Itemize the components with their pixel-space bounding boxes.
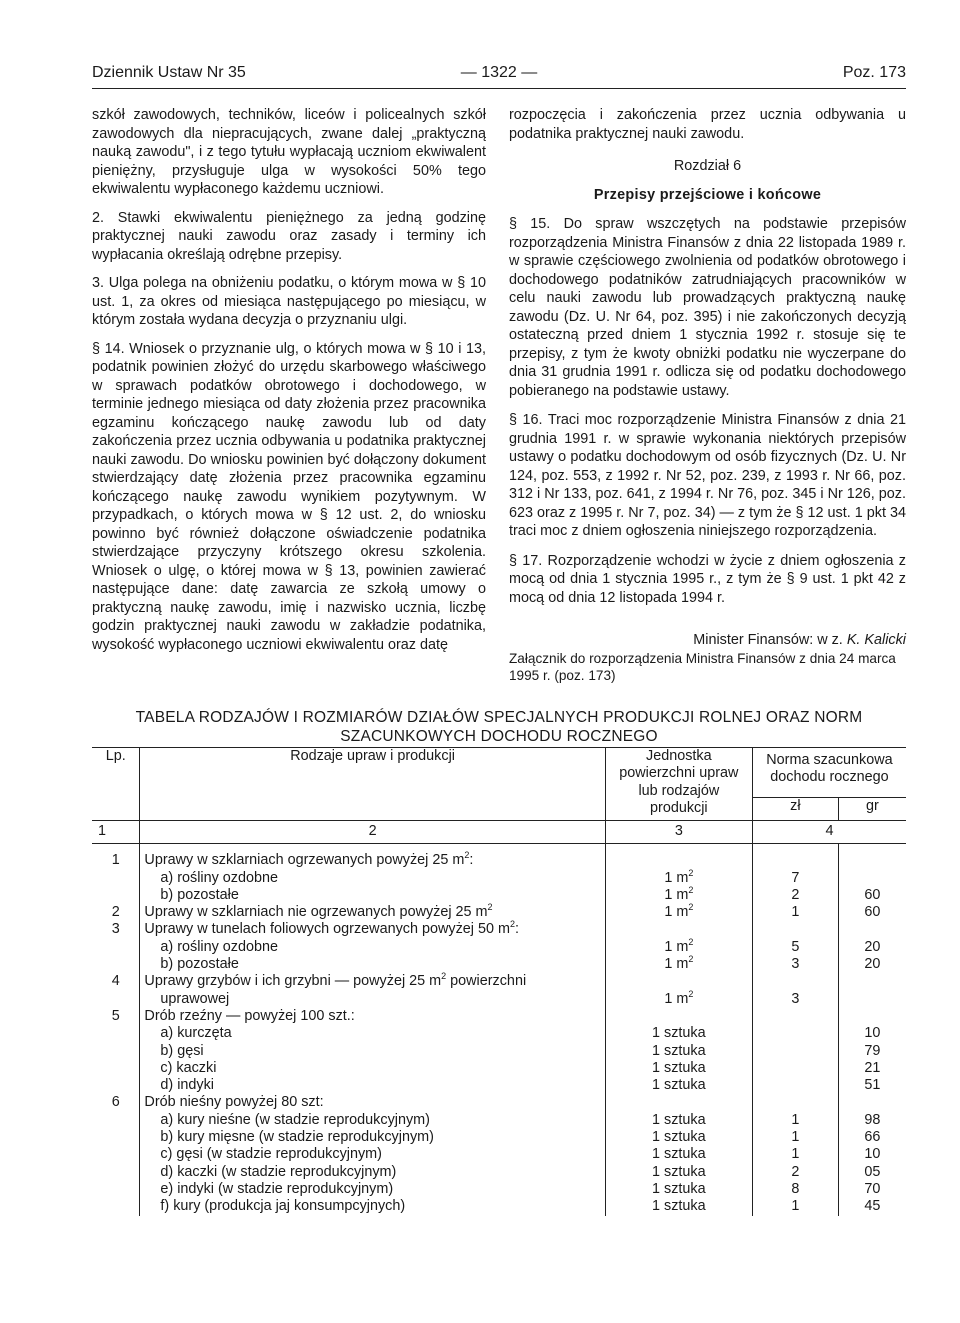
table-header-row xyxy=(92,748,906,798)
row-unit xyxy=(605,936,752,956)
row-lp: 2 xyxy=(111,904,120,921)
row-name-text: powierzchni xyxy=(446,973,527,990)
row-lp xyxy=(92,1060,140,1077)
row-gr xyxy=(838,973,906,1008)
row-name-text: f) kury (produkcja jaj konsumpcyjnych) xyxy=(160,1198,406,1215)
row-zl xyxy=(752,1043,838,1060)
table-title-line: TABELA RODZAJÓW I ROZMIARÓW DZIAŁÓW SPECJALNYCH PRODUKCJI ROLNEJ ORAZ NORM xyxy=(135,709,863,726)
row-zl: 1 xyxy=(752,1198,838,1215)
paragraph-section-14: § 14. Wniosek o przyznanie ulg, o których mowa w § 10 i 13, podatnik powinien złożyć do urzędu skarbowego właściwego w sprawach podatków obrotowego i dochodowego, w terminie jednego miesiąca od daty złożenia przez pracownika egzaminu kończącego naukę zawodu lub od daty zakończenia przez ucznia odbywania u podatnika praktycznej nauki zawodu. Do wniosku powinien być dołączony dokument stwierdzający datę złożenia przez pracownika egzaminu kończącego naukę zawodu wynikiem pozytywnym. W przypadkach, o których mowa w § 12 ust. 2, do wniosku powinno być również dołączone oświadczenie podatnika stwierdzające przyczyny krótszego okresu szkolenia. Wniosek o ulgę, o której mowa w § 13, powinien zawierać następujące dane: datę zawarcia ze szkołą umowy o praktyczną naukę zawodu, imię i nazwisko ucznia, liczbę godzin praktycznej nauki zawodu w zakładzie podatnika, wysokość wypłaconego uczniowi ekwiwalentu oraz datę xyxy=(92,340,486,653)
row-zl: 8 xyxy=(752,1181,838,1198)
table-title xyxy=(92,708,906,746)
superscript: 2 xyxy=(688,885,694,896)
table-row xyxy=(92,1146,906,1163)
unit-text: 1 m xyxy=(664,990,689,1007)
signature-prefix: Minister Finansów: w z. xyxy=(693,632,843,648)
row-lp: 5 xyxy=(111,1007,120,1024)
paragraph-section-15: § 15. Do spraw wszczętych na podstawie przepisów rozporządzenia Ministra Finansów z dnia 22 listopada 1989 r. w sprawie częściowego zwolnienia od podatków obrotowego i dochodowego podatników zatrudniających pracowników w celu nauki zawodu lub prowadzących praktyczną naukę zawodu (Dz. U. Nr 64, poz. 395) i nie zakończonych decyzją ostateczną przed dniem 1 stycznia 1992 r. stosuje się te przepisy, z tym że kwoty obniżki podatku nie wyczerpane do dnia 31 grudnia 1991 r. odlicza się od podatku dochodowego pobieranego na podstawie ustawy. xyxy=(509,216,906,399)
row-unit xyxy=(605,1008,752,1025)
paragraph: szkół zawodowych, techników, liceów i policealnych szkół zawodowych dla niepracujących, zwane dalej „praktyczną nauką zawodu", i z tego tytułu wypłacają uczniom ekwiwalent pieniężny, przysługuje ulga w wysokości 50% tego ekwiwalentu wypłaconego każdemu uczniowi. xyxy=(92,107,486,197)
row-name-text: d) indyki xyxy=(160,1077,215,1094)
row-gr: 10 xyxy=(838,1146,906,1163)
signature xyxy=(509,631,906,650)
row-name-text: a) kurczęta xyxy=(160,1025,232,1042)
row-name xyxy=(140,1198,605,1215)
row-name xyxy=(140,956,605,973)
row-unit xyxy=(605,973,752,1008)
page-header xyxy=(92,64,906,86)
superscript: 2 xyxy=(509,919,515,930)
row-name-text: a) kury nieśne (w stadzie reprodukcyjnym) xyxy=(160,1111,430,1128)
norms-table xyxy=(92,747,906,1216)
row-name-tail: : xyxy=(514,921,519,938)
row-unit: 1 sztuka xyxy=(605,1077,752,1094)
row-name xyxy=(140,921,605,938)
row-zl: 1 xyxy=(752,1112,838,1129)
row-gr: 20 xyxy=(838,939,906,956)
row-lp xyxy=(92,1181,140,1198)
unit-text: 1 m xyxy=(664,886,689,903)
row-name xyxy=(140,1043,605,1060)
table-row xyxy=(92,1043,906,1060)
row-zl: 3 xyxy=(752,956,838,973)
row-lp xyxy=(92,1146,140,1163)
chapter-title: Przepisy przejściowe i końcowe xyxy=(593,186,822,203)
table-row xyxy=(92,887,906,904)
row-gr xyxy=(838,1008,906,1025)
row-unit xyxy=(605,887,752,904)
paragraph-section-17: § 17. Rozporządzenie wchodzi w życie z dniem ogłoszenia z mocą od dnia 1 stycznia 1995 r., z tym że § 9 ust. 1 pkt 42 z mocą od dnia 12 listopada 1994 r. xyxy=(509,552,906,606)
row-lp xyxy=(92,870,140,887)
header-name: Rodzaje upraw i produkcji xyxy=(140,748,605,821)
row-unit xyxy=(605,956,752,973)
row-name xyxy=(140,973,605,1008)
row-unit: 1 sztuka xyxy=(605,1198,752,1215)
table-row xyxy=(92,921,906,938)
row-name xyxy=(140,870,605,887)
row-gr: 45 xyxy=(838,1198,906,1215)
row-lp xyxy=(92,1198,140,1215)
row-zl xyxy=(752,1077,838,1094)
row-name xyxy=(140,844,605,870)
row-name-text: b) gęsi xyxy=(160,1042,204,1059)
row-gr xyxy=(838,870,906,887)
row-name-text: Uprawy grzybów i ich grzybni — powyżej 25 m xyxy=(144,973,442,990)
superscript: 2 xyxy=(688,867,694,878)
row-unit: 1 sztuka xyxy=(605,1025,752,1042)
row-lp xyxy=(92,887,140,904)
row-lp: 4 xyxy=(111,973,120,990)
row-gr: 66 xyxy=(838,1129,906,1146)
row-name xyxy=(140,1146,605,1163)
table-row xyxy=(92,1198,906,1215)
row-zl xyxy=(752,1025,838,1042)
superscript: 2 xyxy=(688,988,694,999)
row-zl: 1 xyxy=(752,1146,838,1163)
table-row xyxy=(92,973,906,1008)
row-unit: 1 sztuka xyxy=(605,1043,752,1060)
row-name xyxy=(140,1181,605,1198)
row-gr xyxy=(838,921,906,938)
row-name xyxy=(140,1060,605,1077)
row-unit xyxy=(605,904,752,921)
table-row xyxy=(92,1060,906,1077)
table-row xyxy=(92,1164,906,1181)
row-lp xyxy=(92,956,140,973)
row-gr xyxy=(838,1094,906,1111)
paragraph-section-16: § 16. Traci moc rozporządzenie Ministra Finansów z dnia 21 grudnia 1991 r. w sprawie wykonania niektórych przepisów ustawy o podatku dochodowym od osób fizycznych (Dz. U. Nr 124, poz. 553, z 1992 r. Nr 52, poz. 239, z 1993 r. Nr 66, poz. 312 i Nr 133, poz. 641, z 1994 r. Nr 76, poz. 345 i Nr 126, poz. 623 oraz z 1995 r. Nr 7, poz. 34) — z tym że § 12 ust. 1 pkt 34 traci moc z dniem ogłoszenia niniejszego rozporządzenia. xyxy=(509,412,906,539)
row-name xyxy=(140,1164,605,1181)
paragraph: 3. Ulga polega na obniżeniu podatku, o którym mowa w § 10 ust. 1, za okres od miesiąca następującego po miesiącu, w którym została wydana decyzja o przyznaniu ulgi. xyxy=(92,275,486,328)
paragraph: rozpoczęcia i zakończenia przez ucznia odbywania u podatnika praktycznej nauki zawodu. xyxy=(509,107,906,142)
row-name-text: a) rośliny ozdobne xyxy=(160,869,279,886)
row-zl: 5 xyxy=(752,939,838,956)
unit-text: 1 m xyxy=(664,869,689,886)
right-column xyxy=(509,106,906,684)
row-name-text: a) rośliny ozdobne xyxy=(160,938,279,955)
header-divider xyxy=(92,88,906,89)
row-name-tail: : xyxy=(469,852,474,869)
row-name xyxy=(140,1129,605,1146)
table-row xyxy=(92,1008,906,1025)
table-row xyxy=(92,1129,906,1146)
table-row xyxy=(92,1112,906,1129)
row-name xyxy=(140,904,605,921)
table-row xyxy=(92,844,906,870)
unit-text: 1 m xyxy=(664,904,689,921)
row-unit: 1 sztuka xyxy=(605,1164,752,1181)
table-title-line: SZACUNKOWYCH DOCHODU ROCZNEGO xyxy=(340,728,658,745)
row-gr: 51 xyxy=(838,1077,906,1094)
page-number: — 1322 — xyxy=(460,64,538,81)
table-row xyxy=(92,1025,906,1042)
row-name xyxy=(140,939,605,956)
row-zl xyxy=(752,1060,838,1077)
row-name-text: Uprawy w szklarniach ogrzewanych powyżej 25 m xyxy=(144,852,465,869)
row-gr: 21 xyxy=(838,1060,906,1077)
row-lp xyxy=(92,1077,140,1094)
row-name: Drób nieśny powyżej 80 szt: xyxy=(140,1094,605,1111)
superscript: 2 xyxy=(464,850,470,861)
row-zl: 2 xyxy=(752,1164,838,1181)
column-number: 3 xyxy=(605,821,752,844)
row-lp xyxy=(92,1025,140,1042)
row-name-text: Uprawy w szklarniach nie ogrzewanych powyżej 25 m xyxy=(144,904,488,921)
row-gr: 20 xyxy=(838,956,906,973)
row-gr: 79 xyxy=(838,1043,906,1060)
table-row xyxy=(92,939,906,956)
row-name-text: e) indyki (w stadzie reprodukcyjnym) xyxy=(160,1180,394,1197)
row-name xyxy=(140,887,605,904)
row-lp: 1 xyxy=(111,852,120,869)
row-gr: 10 xyxy=(838,1025,906,1042)
row-zl xyxy=(752,1008,838,1025)
row-name-text: Uprawy w tunelach foliowych ogrzewanych powyżej 50 m xyxy=(144,921,510,938)
column-number-row xyxy=(92,821,906,844)
row-lp xyxy=(92,1043,140,1060)
row-unit: 1 sztuka xyxy=(605,1181,752,1198)
row-gr: 60 xyxy=(838,904,906,921)
header-unit: Jednostka powierzchni upraw lub rodzajów produkcji xyxy=(605,748,752,821)
row-zl xyxy=(752,844,838,870)
table-row xyxy=(92,904,906,921)
row-name-text: d) kaczki (w stadzie reprodukcyjnym) xyxy=(160,1163,397,1180)
column-number: 4 xyxy=(752,821,906,844)
row-zl: 3 xyxy=(752,973,838,1008)
row-lp xyxy=(92,1164,140,1181)
row-zl: 7 xyxy=(752,870,838,887)
superscript: 2 xyxy=(688,902,694,913)
signature-name: K. Kalicki xyxy=(846,632,906,648)
superscript: 2 xyxy=(441,971,447,982)
row-unit: 1 sztuka xyxy=(605,1146,752,1163)
row-lp: 6 xyxy=(111,1094,120,1111)
table-row xyxy=(92,1077,906,1094)
column-number: 1 xyxy=(98,823,107,839)
table-row xyxy=(92,870,906,887)
chapter-heading: Rozdział 6 xyxy=(673,158,742,174)
row-gr xyxy=(838,844,906,870)
row-zl xyxy=(752,1094,838,1111)
row-unit: 1 sztuka xyxy=(605,1112,752,1129)
superscript: 2 xyxy=(487,902,493,913)
row-unit: 1 sztuka xyxy=(605,1129,752,1146)
row-zl: 1 xyxy=(752,1129,838,1146)
row-zl: 1 xyxy=(752,904,838,921)
row-gr: 70 xyxy=(838,1181,906,1198)
row-lp xyxy=(92,1129,140,1146)
journal-name: Dziennik Ustaw Nr 35 xyxy=(92,64,246,81)
row-unit xyxy=(605,921,752,938)
row-lp xyxy=(92,1112,140,1129)
superscript: 2 xyxy=(688,936,694,947)
table-row xyxy=(92,1094,906,1111)
unit-text: 1 m xyxy=(664,956,689,973)
row-gr: 98 xyxy=(838,1112,906,1129)
header-norm: Norma szacunkowa dochodu rocznego xyxy=(752,748,906,798)
paragraph: 2. Stawki ekwiwalentu pieniężnego za jedną godzinę praktycznej nauki zawodu oraz zasady i terminy ich wypłacania określają odrębne przepisy. xyxy=(92,209,486,263)
row-name xyxy=(140,1025,605,1042)
column-number: 2 xyxy=(140,821,605,844)
superscript: 2 xyxy=(688,954,694,965)
row-name-text: b) pozostałe xyxy=(160,956,239,973)
row-unit xyxy=(605,867,752,887)
unit-text: 1 m xyxy=(664,938,689,955)
table-row xyxy=(92,1181,906,1198)
row-name xyxy=(140,1077,605,1094)
row-name-text: b) kury mięsne (w stadzie reprodukcyjnym) xyxy=(160,1129,434,1146)
header-gr: gr xyxy=(838,797,906,820)
row-name-text: b) pozostałe xyxy=(160,886,239,903)
left-column xyxy=(92,106,486,654)
row-name-text: c) kaczki xyxy=(160,1059,217,1076)
row-name: Drób rzeźny — powyżej 100 szt.: xyxy=(140,1008,605,1025)
header-zl: zł xyxy=(752,797,838,820)
table-row xyxy=(92,956,906,973)
row-gr: 60 xyxy=(838,887,906,904)
position-number: Poz. 173 xyxy=(842,64,906,81)
row-lp xyxy=(92,939,140,956)
row-unit xyxy=(605,844,752,870)
annex-note: Załącznik do rozporządzenia Ministra Finansów z dnia 24 marca 1995 r. (poz. 173) xyxy=(509,650,896,683)
row-gr: 05 xyxy=(838,1164,906,1181)
row-name-text: c) gęsi (w stadzie reprodukcyjnym) xyxy=(160,1146,382,1163)
row-name xyxy=(140,1112,605,1129)
row-zl xyxy=(752,921,838,938)
row-lp: 3 xyxy=(111,921,120,938)
header-lp: Lp. xyxy=(105,748,126,764)
row-unit xyxy=(605,1094,752,1111)
row-unit: 1 sztuka xyxy=(605,1060,752,1077)
row-name-text: uprawowej xyxy=(160,990,230,1007)
row-zl: 2 xyxy=(752,887,838,904)
